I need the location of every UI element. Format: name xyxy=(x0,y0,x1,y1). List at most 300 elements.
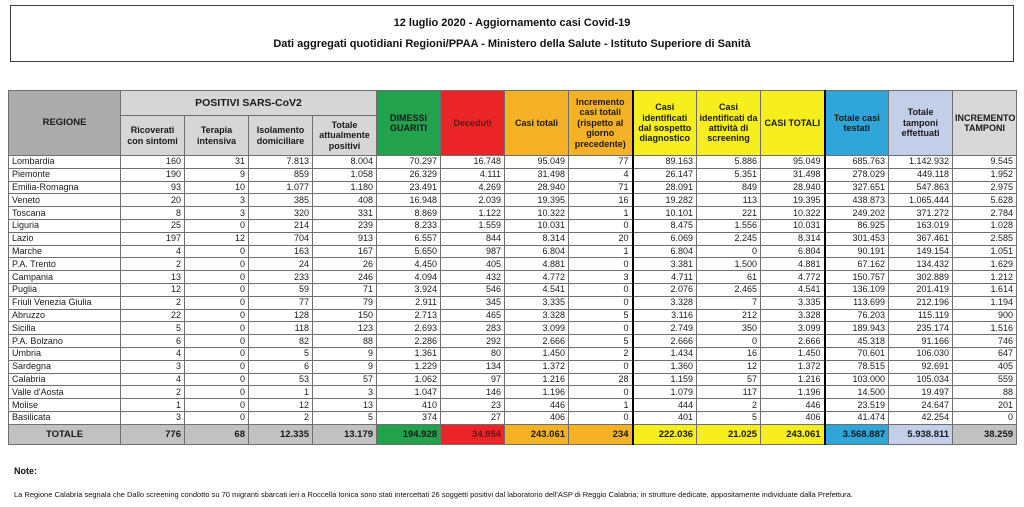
value-cell: 71 xyxy=(569,181,633,194)
value-cell: 3.328 xyxy=(633,296,697,309)
value-cell: 23.491 xyxy=(377,181,441,194)
table-row xyxy=(9,168,1017,181)
value-cell: 3.328 xyxy=(505,309,569,322)
value-cell: 90.191 xyxy=(825,245,889,258)
value-cell: 146 xyxy=(441,386,505,399)
value-cell: 189.943 xyxy=(825,322,889,335)
value-cell: 0 xyxy=(185,360,249,373)
table-row xyxy=(9,245,1017,258)
value-cell: 61 xyxy=(697,271,761,284)
value-cell: 410 xyxy=(377,399,441,412)
value-cell: 1.216 xyxy=(505,373,569,386)
value-cell: 8.314 xyxy=(505,232,569,245)
value-cell: 405 xyxy=(953,360,1017,373)
value-cell: 0 xyxy=(185,296,249,309)
value-cell: 12 xyxy=(185,232,249,245)
value-cell: 3.099 xyxy=(761,322,825,335)
value-cell: 0 xyxy=(697,245,761,258)
value-cell: 149.154 xyxy=(889,245,953,258)
region-name: Basilicata xyxy=(9,411,121,424)
table-row xyxy=(9,232,1017,245)
value-cell: 385 xyxy=(249,194,313,207)
header-positivi-group: POSITIVI SARS-CoV2 xyxy=(121,91,377,116)
value-cell: 1.212 xyxy=(953,271,1017,284)
value-cell: 22 xyxy=(121,309,185,322)
value-cell: 160 xyxy=(121,156,185,169)
value-cell: 546 xyxy=(441,283,505,296)
value-cell: 559 xyxy=(953,373,1017,386)
value-cell: 4.094 xyxy=(377,271,441,284)
value-cell: 1.556 xyxy=(697,219,761,232)
value-cell: 7.813 xyxy=(249,156,313,169)
value-cell: 235.174 xyxy=(889,322,953,335)
totale-value-cell: 34.954 xyxy=(441,424,505,444)
value-cell: 88 xyxy=(953,386,1017,399)
value-cell: 233 xyxy=(249,271,313,284)
table-row xyxy=(9,360,1017,373)
region-name: Marche xyxy=(9,245,121,258)
value-cell: 19.395 xyxy=(761,194,825,207)
value-cell: 118 xyxy=(249,322,313,335)
value-cell: 9 xyxy=(185,168,249,181)
value-cell: 214 xyxy=(249,219,313,232)
value-cell: 123 xyxy=(313,322,377,335)
value-cell: 5 xyxy=(569,309,633,322)
region-name: Abruzzo xyxy=(9,309,121,322)
header-tamponi: Totale tamponi effettuati xyxy=(889,91,953,156)
value-cell: 201.419 xyxy=(889,283,953,296)
value-cell: 0 xyxy=(569,258,633,271)
value-cell: 41.474 xyxy=(825,411,889,424)
value-cell: 16 xyxy=(697,347,761,360)
value-cell: 547.863 xyxy=(889,181,953,194)
header-incremento-casi: Incremento casi totali (rispetto al giorno precedente) xyxy=(569,91,633,156)
value-cell: 70.297 xyxy=(377,156,441,169)
value-cell: 0 xyxy=(697,335,761,348)
value-cell: 0 xyxy=(569,386,633,399)
value-cell: 134 xyxy=(441,360,505,373)
region-name: Campania xyxy=(9,271,121,284)
header-attualmente-positivi: Totale attualmente positivi xyxy=(313,116,377,156)
value-cell: 0 xyxy=(953,411,1017,424)
value-cell: 4.881 xyxy=(761,258,825,271)
value-cell: 1.361 xyxy=(377,347,441,360)
value-cell: 446 xyxy=(505,399,569,412)
region-name: Sicilia xyxy=(9,322,121,335)
value-cell: 4 xyxy=(121,373,185,386)
value-cell: 1.614 xyxy=(953,283,1017,296)
region-name: Calabria xyxy=(9,373,121,386)
value-cell: 2 xyxy=(121,386,185,399)
value-cell: 6 xyxy=(121,335,185,348)
value-cell: 28.940 xyxy=(761,181,825,194)
value-cell: 57 xyxy=(697,373,761,386)
value-cell: 5 xyxy=(249,347,313,360)
title-line-1: 12 luglio 2020 - Aggiornamento casi Covid-19 xyxy=(393,17,631,29)
value-cell: 246 xyxy=(313,271,377,284)
value-cell: 0 xyxy=(185,258,249,271)
table-row xyxy=(9,194,1017,207)
header-isolamento: Isolamento domiciliare xyxy=(249,116,313,156)
value-cell: 408 xyxy=(313,194,377,207)
value-cell: 0 xyxy=(185,373,249,386)
table-row xyxy=(9,181,1017,194)
value-cell: 1 xyxy=(569,399,633,412)
value-cell: 10.322 xyxy=(761,207,825,220)
value-cell: 2.245 xyxy=(697,232,761,245)
value-cell: 4.111 xyxy=(441,168,505,181)
value-cell: 2 xyxy=(569,347,633,360)
value-cell: 1.360 xyxy=(633,360,697,373)
value-cell: 350 xyxy=(697,322,761,335)
value-cell: 249.202 xyxy=(825,207,889,220)
table-row xyxy=(9,283,1017,296)
value-cell: 1.516 xyxy=(953,322,1017,335)
value-cell: 5 xyxy=(121,322,185,335)
value-cell: 212 xyxy=(697,309,761,322)
value-cell: 1.159 xyxy=(633,373,697,386)
value-cell: 746 xyxy=(953,335,1017,348)
value-cell: 86.925 xyxy=(825,219,889,232)
value-cell: 80 xyxy=(441,347,505,360)
value-cell: 685.763 xyxy=(825,156,889,169)
table-row xyxy=(9,373,1017,386)
value-cell: 12 xyxy=(697,360,761,373)
header-terapia: Terapia intensiva xyxy=(185,116,249,156)
value-cell: 76.203 xyxy=(825,309,889,322)
region-name: Valle d'Aosta xyxy=(9,386,121,399)
value-cell: 1.216 xyxy=(761,373,825,386)
value-cell: 1 xyxy=(569,207,633,220)
totale-value-cell: 12.335 xyxy=(249,424,313,444)
value-cell: 0 xyxy=(569,322,633,335)
value-cell: 5.628 xyxy=(953,194,1017,207)
value-cell: 4 xyxy=(121,245,185,258)
value-cell: 0 xyxy=(569,360,633,373)
value-cell: 1 xyxy=(569,245,633,258)
value-cell: 128 xyxy=(249,309,313,322)
value-cell: 3 xyxy=(185,207,249,220)
value-cell: 367.461 xyxy=(889,232,953,245)
totale-value-cell: 243.061 xyxy=(761,424,825,444)
table-row xyxy=(9,386,1017,399)
value-cell: 57 xyxy=(313,373,377,386)
value-cell: 2.911 xyxy=(377,296,441,309)
value-cell: 4 xyxy=(569,168,633,181)
value-cell: 3.099 xyxy=(505,322,569,335)
region-name: Lombardia xyxy=(9,156,121,169)
totale-value-cell: 5.938.811 xyxy=(889,424,953,444)
value-cell: 16 xyxy=(569,194,633,207)
value-cell: 163.019 xyxy=(889,219,953,232)
value-cell: 406 xyxy=(505,411,569,424)
value-cell: 28.091 xyxy=(633,181,697,194)
value-cell: 2.286 xyxy=(377,335,441,348)
value-cell: 302.889 xyxy=(889,271,953,284)
table-row xyxy=(9,335,1017,348)
value-cell: 331 xyxy=(313,207,377,220)
value-cell: 103.000 xyxy=(825,373,889,386)
value-cell: 3.116 xyxy=(633,309,697,322)
value-cell: 3.335 xyxy=(761,296,825,309)
value-cell: 4.541 xyxy=(505,283,569,296)
value-cell: 19.395 xyxy=(505,194,569,207)
value-cell: 9 xyxy=(313,347,377,360)
value-cell: 1.372 xyxy=(505,360,569,373)
value-cell: 1.450 xyxy=(505,347,569,360)
region-name: Sardegna xyxy=(9,360,121,373)
value-cell: 3 xyxy=(569,271,633,284)
value-cell: 92.691 xyxy=(889,360,953,373)
value-cell: 704 xyxy=(249,232,313,245)
value-cell: 10.031 xyxy=(505,219,569,232)
table-body xyxy=(9,156,1017,445)
value-cell: 449.118 xyxy=(889,168,953,181)
value-cell: 20 xyxy=(121,194,185,207)
value-cell: 1.196 xyxy=(505,386,569,399)
value-cell: 97 xyxy=(441,373,505,386)
value-cell: 2 xyxy=(697,399,761,412)
value-cell: 239 xyxy=(313,219,377,232)
value-cell: 1.065.444 xyxy=(889,194,953,207)
value-cell: 113.699 xyxy=(825,296,889,309)
table-row xyxy=(9,347,1017,360)
value-cell: 16.748 xyxy=(441,156,505,169)
value-cell: 0 xyxy=(569,219,633,232)
region-name: Veneto xyxy=(9,194,121,207)
header-casi-totali-caps: CASI TOTALI xyxy=(761,91,825,156)
value-cell: 1.079 xyxy=(633,386,697,399)
value-cell: 0 xyxy=(185,335,249,348)
value-cell: 0 xyxy=(185,386,249,399)
value-cell: 19.497 xyxy=(889,386,953,399)
value-cell: 31.498 xyxy=(761,168,825,181)
value-cell: 4.541 xyxy=(761,283,825,296)
value-cell: 2.585 xyxy=(953,232,1017,245)
totale-row xyxy=(9,424,1017,444)
value-cell: 859 xyxy=(249,168,313,181)
value-cell: 4.772 xyxy=(505,271,569,284)
totale-value-cell: 13.179 xyxy=(313,424,377,444)
value-cell: 26.329 xyxy=(377,168,441,181)
value-cell: 8 xyxy=(121,207,185,220)
value-cell: 0 xyxy=(185,219,249,232)
value-cell: 77 xyxy=(569,156,633,169)
value-cell: 13 xyxy=(121,271,185,284)
table-row xyxy=(9,219,1017,232)
value-cell: 0 xyxy=(569,283,633,296)
value-cell: 8.475 xyxy=(633,219,697,232)
value-cell: 1.229 xyxy=(377,360,441,373)
value-cell: 647 xyxy=(953,347,1017,360)
value-cell: 163 xyxy=(249,245,313,258)
value-cell: 2.749 xyxy=(633,322,697,335)
header-regione: REGIONE xyxy=(9,91,121,156)
value-cell: 849 xyxy=(697,181,761,194)
value-cell: 0 xyxy=(185,347,249,360)
value-cell: 371.272 xyxy=(889,207,953,220)
value-cell: 190 xyxy=(121,168,185,181)
value-cell: 2.666 xyxy=(633,335,697,348)
value-cell: 1.142.932 xyxy=(889,156,953,169)
header-casi-totali: Casi totali xyxy=(505,91,569,156)
value-cell: 913 xyxy=(313,232,377,245)
value-cell: 88 xyxy=(313,335,377,348)
value-cell: 9 xyxy=(313,360,377,373)
value-cell: 2.693 xyxy=(377,322,441,335)
value-cell: 8.869 xyxy=(377,207,441,220)
value-cell: 6.804 xyxy=(505,245,569,258)
value-cell: 1.180 xyxy=(313,181,377,194)
value-cell: 1.952 xyxy=(953,168,1017,181)
value-cell: 9.545 xyxy=(953,156,1017,169)
value-cell: 12 xyxy=(121,283,185,296)
region-name: P.A. Bolzano xyxy=(9,335,121,348)
value-cell: 10.031 xyxy=(761,219,825,232)
value-cell: 1.196 xyxy=(761,386,825,399)
value-cell: 0 xyxy=(185,322,249,335)
value-cell: 2 xyxy=(121,296,185,309)
value-cell: 26 xyxy=(313,258,377,271)
value-cell: 0 xyxy=(185,245,249,258)
region-name: Friuli Venezia Giulia xyxy=(9,296,121,309)
value-cell: 24 xyxy=(249,258,313,271)
value-cell: 2.666 xyxy=(505,335,569,348)
value-cell: 278.029 xyxy=(825,168,889,181)
header-deceduti: Deceduti xyxy=(441,91,505,156)
value-cell: 10.322 xyxy=(505,207,569,220)
table-header xyxy=(9,91,1017,156)
value-cell: 345 xyxy=(441,296,505,309)
notes-text: La Regione Calabria segnala che Dallo screening condotto su 70 migranti sbarcati ieri a Roccella Ionica sono stati intercettati 26 soggetti positivi dal laboratorio dell'ASP di Reggio Calabria; in strutture dedicate, appositamente individuate dalla Prefettura. xyxy=(14,490,853,499)
value-cell: 3.328 xyxy=(761,309,825,322)
value-cell: 5 xyxy=(313,411,377,424)
region-name: Lazio xyxy=(9,232,121,245)
value-cell: 4.450 xyxy=(377,258,441,271)
value-cell: 31.498 xyxy=(505,168,569,181)
title-box xyxy=(10,5,1014,62)
value-cell: 1.058 xyxy=(313,168,377,181)
totale-value-cell: 194.928 xyxy=(377,424,441,444)
value-cell: 0 xyxy=(185,399,249,412)
value-cell: 1.051 xyxy=(953,245,1017,258)
covid-table-wrapper xyxy=(8,90,1017,445)
table-row xyxy=(9,156,1017,169)
value-cell: 28 xyxy=(569,373,633,386)
value-cell: 67.162 xyxy=(825,258,889,271)
region-name: Piemonte xyxy=(9,168,121,181)
value-cell: 5 xyxy=(569,335,633,348)
value-cell: 320 xyxy=(249,207,313,220)
value-cell: 78.515 xyxy=(825,360,889,373)
value-cell: 23 xyxy=(441,399,505,412)
value-cell: 45.318 xyxy=(825,335,889,348)
value-cell: 4 xyxy=(121,347,185,360)
value-cell: 212.196 xyxy=(889,296,953,309)
value-cell: 1 xyxy=(249,386,313,399)
table-row xyxy=(9,309,1017,322)
value-cell: 7 xyxy=(697,296,761,309)
region-name: Liguria xyxy=(9,219,121,232)
table-row xyxy=(9,296,1017,309)
value-cell: 150.757 xyxy=(825,271,889,284)
value-cell: 106.030 xyxy=(889,347,953,360)
value-cell: 1.194 xyxy=(953,296,1017,309)
value-cell: 70.601 xyxy=(825,347,889,360)
value-cell: 95.049 xyxy=(505,156,569,169)
value-cell: 5.886 xyxy=(697,156,761,169)
value-cell: 26.147 xyxy=(633,168,697,181)
value-cell: 113 xyxy=(697,194,761,207)
value-cell: 4.711 xyxy=(633,271,697,284)
region-name: Umbria xyxy=(9,347,121,360)
notes-label: Note: xyxy=(14,466,37,476)
totale-value-cell: 68 xyxy=(185,424,249,444)
value-cell: 6.804 xyxy=(633,245,697,258)
header-incremento-tamponi: INCREMENTO TAMPONI xyxy=(953,91,1017,156)
value-cell: 105.034 xyxy=(889,373,953,386)
value-cell: 444 xyxy=(633,399,697,412)
value-cell: 134.432 xyxy=(889,258,953,271)
value-cell: 197 xyxy=(121,232,185,245)
value-cell: 3 xyxy=(185,194,249,207)
value-cell: 2.713 xyxy=(377,309,441,322)
value-cell: 25 xyxy=(121,219,185,232)
value-cell: 3 xyxy=(121,411,185,424)
region-name: Emilia-Romagna xyxy=(9,181,121,194)
value-cell: 2.039 xyxy=(441,194,505,207)
region-name: Molise xyxy=(9,399,121,412)
value-cell: 20 xyxy=(569,232,633,245)
value-cell: 82 xyxy=(249,335,313,348)
value-cell: 59 xyxy=(249,283,313,296)
value-cell: 406 xyxy=(761,411,825,424)
region-name: Puglia xyxy=(9,283,121,296)
value-cell: 27 xyxy=(441,411,505,424)
value-cell: 844 xyxy=(441,232,505,245)
value-cell: 136.109 xyxy=(825,283,889,296)
value-cell: 8.004 xyxy=(313,156,377,169)
region-name: P.A. Trento xyxy=(9,258,121,271)
totale-value-cell: 38.259 xyxy=(953,424,1017,444)
value-cell: 3.381 xyxy=(633,258,697,271)
value-cell: 8.233 xyxy=(377,219,441,232)
value-cell: 327.651 xyxy=(825,181,889,194)
value-cell: 405 xyxy=(441,258,505,271)
value-cell: 201 xyxy=(953,399,1017,412)
value-cell: 465 xyxy=(441,309,505,322)
value-cell: 117 xyxy=(697,386,761,399)
value-cell: 24.647 xyxy=(889,399,953,412)
value-cell: 374 xyxy=(377,411,441,424)
value-cell: 71 xyxy=(313,283,377,296)
value-cell: 2 xyxy=(121,258,185,271)
table-row xyxy=(9,258,1017,271)
title-line-2: Dati aggregati quotidiani Regioni/PPAA - Ministero della Salute - Istituto Superiore di Sanità xyxy=(273,38,751,50)
value-cell: 14.500 xyxy=(825,386,889,399)
totale-label: TOTALE xyxy=(9,424,121,444)
value-cell: 13 xyxy=(313,399,377,412)
value-cell: 28.940 xyxy=(505,181,569,194)
value-cell: 1.629 xyxy=(953,258,1017,271)
value-cell: 0 xyxy=(569,296,633,309)
header-dimessi-guariti: DIMESSI GUARITI xyxy=(377,91,441,156)
totale-value-cell: 21.025 xyxy=(697,424,761,444)
table-row xyxy=(9,207,1017,220)
value-cell: 5.351 xyxy=(697,168,761,181)
value-cell: 5 xyxy=(697,411,761,424)
value-cell: 2.784 xyxy=(953,207,1017,220)
